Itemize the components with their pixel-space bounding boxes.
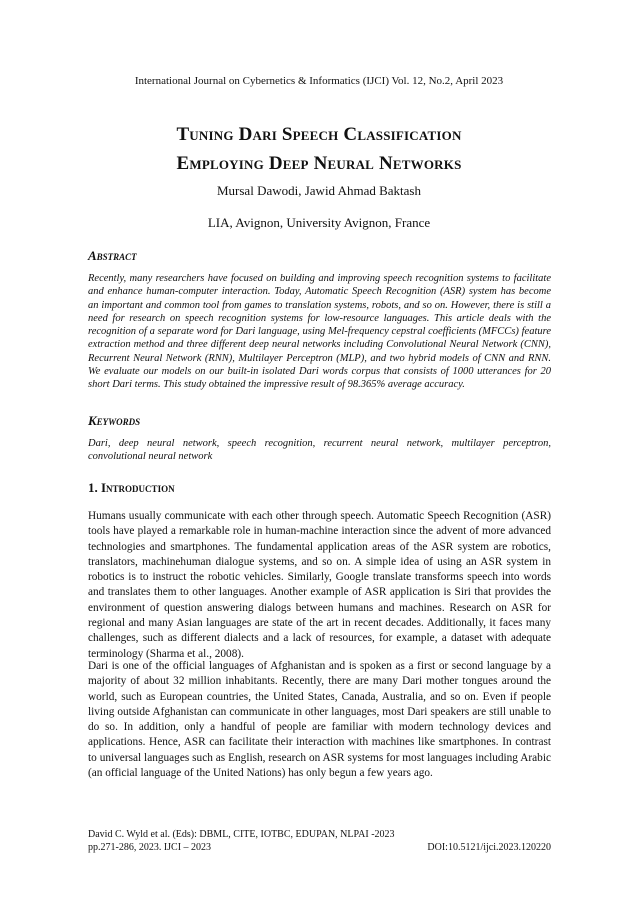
authors: Mursal Dawodi, Jawid Ahmad Baktash [216, 183, 421, 198]
abstract-text: Recently, many researchers have focused on building and improving speech recognition systems to facilitate and enhance human-computer interaction. Today, Automatic Speech Recognition (ASR) system has become an important and common tool from games to translation systems, robots, and so on. However, there is still a need for research on speech recognition systems for low-resource languages. This article deals with the recognition of a separate word for Dari language, using Mel-frequency cepstral coefficients (MFCCs) feature extraction method and three different deep neural networks including Convolutional Neural Network (CNN), Recurrent Neural Network (RNN), Multilayer Perceptron (MLP), and two hybrid models of CNN and RNN. We evaluate our models on our built-in isolated Dari words corpus that consists of 1000 utterances for 20 short Dari terms. This study obtained the impressive result of 98.365% average accuracy. [88, 273, 551, 391]
introduction-paragraph-2: Dari is one of the official languages of Afghanistan and is spoken as a first or second language by a majority of about 32 million inhabitants. Recently, there are many Dari mother tongues around the world, such as European countries, the United States, Canada, Australia, and so on. Even if people living outside Afghanistan can communicate in other languages, most Dari speakers are still unable to do so. In addition, only a handful of people are familiar with modern technology devices and applications. Hence, ASR can facilitate their interaction with machines like smartphones. In contrast to universal languages such as English, research on ASR systems for most languages including Arabic (an official language of the United Nations) has only begun a few years ago. [88, 660, 551, 780]
journal-header: International Journal on Cybernetics & Informatics (IJCI) Vol. 12, No.2, April 2023 [134, 75, 504, 87]
footer-doi: DOI:10.5121/ijci.2023.120220 [427, 842, 551, 853]
footer-pages: pp.271-286, 2023. IJCI – 2023 [88, 842, 212, 853]
title-line-2: Employing Deep Neural Networks [176, 153, 462, 174]
keywords-heading: Keywords [88, 413, 141, 428]
footer-citation [88, 828, 395, 854]
introduction-paragraph-1: Humans usually communicate with each other through speech. Automatic Speech Recognition (ASR) tools have played a remarkable role in human-machine interaction since the advent of more advanced technologies and smartphones. The fundamental application areas of the ASR system are robotics, translators, machinehuman dialogue systems, and so on. A simple idea of using an ASR system in robotics is to instruct the robotic vehicles. Similarly, Google translate transforms speech into words and translates them to other languages. Another example of ASR application is Siri that provides the environment of question answering dialogs between humans and machines. Research on ASR for regional and many Asian languages are state of the art in recent decades. Additionally, it faces many challenges, such as different dialects and a lack of resources, for example, a dataset with adequate terminology (Sharma et al., 2008). [88, 510, 551, 660]
title-line-1: Tuning Dari Speech Classification [176, 124, 462, 145]
paper-title [60, 120, 578, 178]
affiliation: LIA, Avignon, University Avignon, France [207, 215, 431, 230]
footer-editors: David C. Wyld et al. (Eds): DBML, CITE, IOTBC, EDUPAN, NLPAI -2023 [88, 829, 395, 840]
abstract-heading: Abstract [88, 248, 137, 263]
keywords-text: Dari, deep neural network, speech recognition, recurrent neural network, multilayer perceptron, convolutional neural network [88, 438, 551, 463]
introduction-heading: 1. Introduction [88, 480, 175, 495]
